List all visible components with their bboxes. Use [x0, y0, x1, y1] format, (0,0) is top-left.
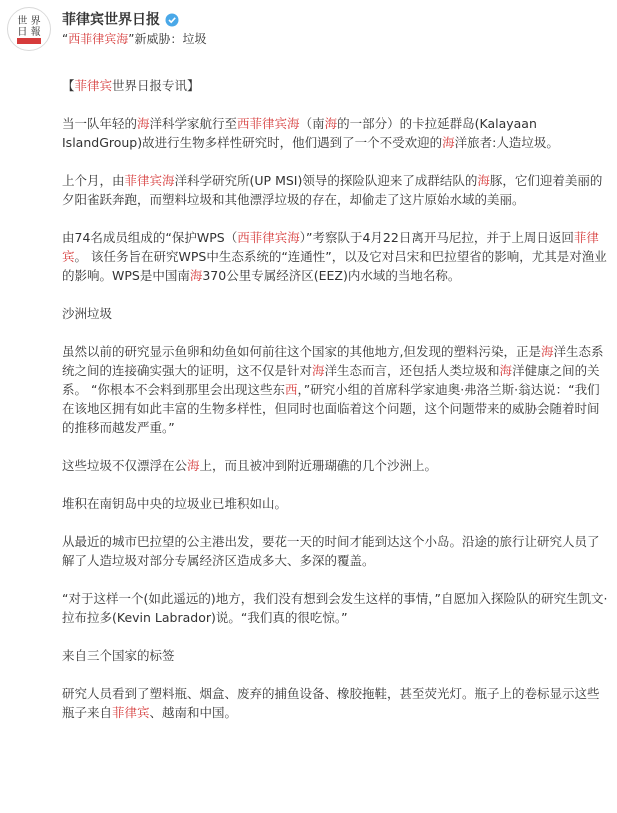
paragraph-gap [62, 627, 610, 646]
topic-link[interactable]: 西菲律宾海 [68, 32, 129, 46]
paragraph-gap [62, 285, 610, 304]
paragraph-text: 的一部分）的卡拉延群岛(Kalayaan IslandGroup)故进行生物多样性研究时，他们遇到了一个不受欢迎的 [62, 116, 537, 150]
keyword-link[interactable]: 菲律宾 [112, 705, 150, 720]
paragraph-text: 、越南和中国。 [149, 705, 238, 720]
paragraph-text: “对于这样一个(如此遥远的)地方，我们没有想到会发生这样的事情，”自愿加入探险队的研究生凯文·拉布拉多(Kevin Labrador)说。“我们真的很吃惊。” [62, 591, 608, 625]
paragraph-text: 世界日报专讯】 [112, 78, 200, 93]
paragraph-gap [62, 665, 610, 684]
post-paragraph [62, 76, 610, 95]
post-paragraph [62, 589, 610, 627]
keyword-link[interactable]: 海 [540, 344, 554, 359]
post-paragraph [62, 646, 610, 665]
post-paragraph [62, 456, 610, 475]
post-paragraph [62, 684, 610, 722]
post-header [0, 0, 617, 60]
keyword-link[interactable]: 菲律宾海 [124, 173, 175, 188]
paragraph-gap [62, 513, 610, 532]
paragraph-text: 这些垃圾不仅漂浮在公 [62, 458, 188, 473]
paragraph-gap [62, 437, 610, 456]
post-paragraph [62, 532, 610, 570]
post-paragraph [62, 171, 610, 209]
paragraph-text: 洋科学研究所(UP MSI)领导的探险队迎来了成群结队的 [174, 173, 478, 188]
paragraph-text: ，”研究小组的首席科学家迪奥·弗洛兰斯·翁达说：“我们在该地区拥有如此丰富的生物多样性，但同时也面临着这个问题，这个问题带来的威胁会随着时间的推移而越发严重。” [62, 382, 600, 435]
paragraph-gap [62, 323, 610, 342]
paragraph-text: 。 该任务旨在研究WPS中生态系统的“连通性”，以及它对吕宋和巴拉望省的影响，尤其是对渔业的影响。WPS是中国南 [62, 249, 607, 283]
paragraph-text: 洋生态而言，还包括人类垃圾和 [324, 363, 500, 378]
verified-badge-icon [165, 12, 179, 26]
post-paragraph [62, 342, 610, 437]
paragraph-text: 洋科学家航行至 [149, 116, 238, 131]
keyword-link[interactable]: 菲律宾 [62, 230, 599, 264]
keyword-link[interactable]: 海 [477, 173, 490, 188]
post-paragraph [62, 304, 610, 323]
keyword-link[interactable]: 西菲律宾海 [237, 116, 300, 131]
keyword-link[interactable]: 海 [189, 268, 203, 283]
post-paragraph [62, 114, 610, 152]
paragraph-text: 370公里专属经济区(EEZ)内水域的当地名称。 [202, 268, 461, 283]
post-body [62, 76, 610, 722]
paragraph-text: 沙洲垃圾 [62, 306, 113, 321]
topic-line [62, 30, 206, 47]
avatar[interactable] [7, 7, 51, 51]
paragraph-text: 洋健康之间的关系。 “你根本不会料到那里会出现这些东 [62, 363, 600, 397]
author-name[interactable]: 菲律宾世界日报 [62, 12, 160, 28]
keyword-link[interactable]: 菲律宾 [74, 78, 113, 93]
svg-text:世 界: 世 界 [17, 16, 41, 27]
paragraph-text: 当一队年轻的 [62, 116, 138, 131]
paragraph-text: 洋生态系统之间的连接确实强大的证明，这不仅是针对 [62, 344, 604, 378]
post-paragraph [62, 228, 610, 285]
paragraph-text: 来自三个国家的标签 [62, 648, 175, 663]
paragraph-gap [62, 152, 610, 171]
paragraph-text: 虽然以前的研究显示鱼卵和幼鱼如何前往这个国家的其他地方,但发现的塑料污染，正是 [62, 344, 541, 359]
paragraph-text: 研究人员看到了塑料瓶、烟盒、废弃的捕鱼设备、橡胶拖鞋，甚至荧光灯。瓶子上的卷标显示这些瓶子来自 [62, 686, 600, 720]
newspaper-logo-icon [8, 8, 50, 50]
paragraph-text: （南 [299, 116, 325, 131]
paragraph-gap [62, 95, 610, 114]
paragraph-text: 【 [62, 78, 75, 93]
paragraph-text: 豚，它们迎着美丽的夕阳雀跃奔跑，而塑料垃圾和其他漂浮垃圾的存在，却偷走了这片原始水域的美丽。 [62, 173, 603, 207]
paragraph-text: 上个月，由 [62, 173, 125, 188]
post-paragraph [62, 494, 610, 513]
paragraph-text: 上，而且被冲到附近珊瑚礁的几个沙洲上。 [199, 458, 438, 473]
paragraph-text: 堆积在南钥岛中央的垃圾业已堆积如山。 [62, 496, 288, 511]
keyword-link[interactable]: 西菲律宾海 [237, 230, 300, 245]
topic-quote-open: “ [62, 32, 69, 46]
paragraph-gap [62, 475, 610, 494]
keyword-link[interactable]: 西 [284, 382, 298, 397]
keyword-link[interactable]: 海 [442, 135, 455, 150]
topic-suffix: ”新威胁：垃圾 [128, 32, 207, 46]
keyword-link[interactable]: 海 [137, 116, 150, 131]
keyword-link[interactable]: 海 [324, 116, 338, 131]
keyword-link[interactable]: 海 [187, 458, 200, 473]
keyword-link[interactable]: 海 [312, 363, 325, 378]
keyword-link[interactable]: 海 [499, 363, 513, 378]
paragraph-text: ）”考察队于4月22日离开马尼拉，并于上周日返回 [299, 230, 574, 245]
paragraph-text: 从最近的城市巴拉望的公主港出发，要花一天的时间才能到达这个小岛。沿途的旅行让研究人员了解了人造垃圾对部分专属经济区造成多大、多深的覆盖。 [62, 534, 600, 568]
paragraph-text: 洋旅者:人造垃圾。 [454, 135, 559, 150]
paragraph-gap [62, 570, 610, 589]
paragraph-gap [62, 209, 610, 228]
svg-text:日 報: 日 報 [17, 27, 41, 38]
paragraph-text: 由74名成员组成的“保护WPS（ [62, 230, 238, 245]
